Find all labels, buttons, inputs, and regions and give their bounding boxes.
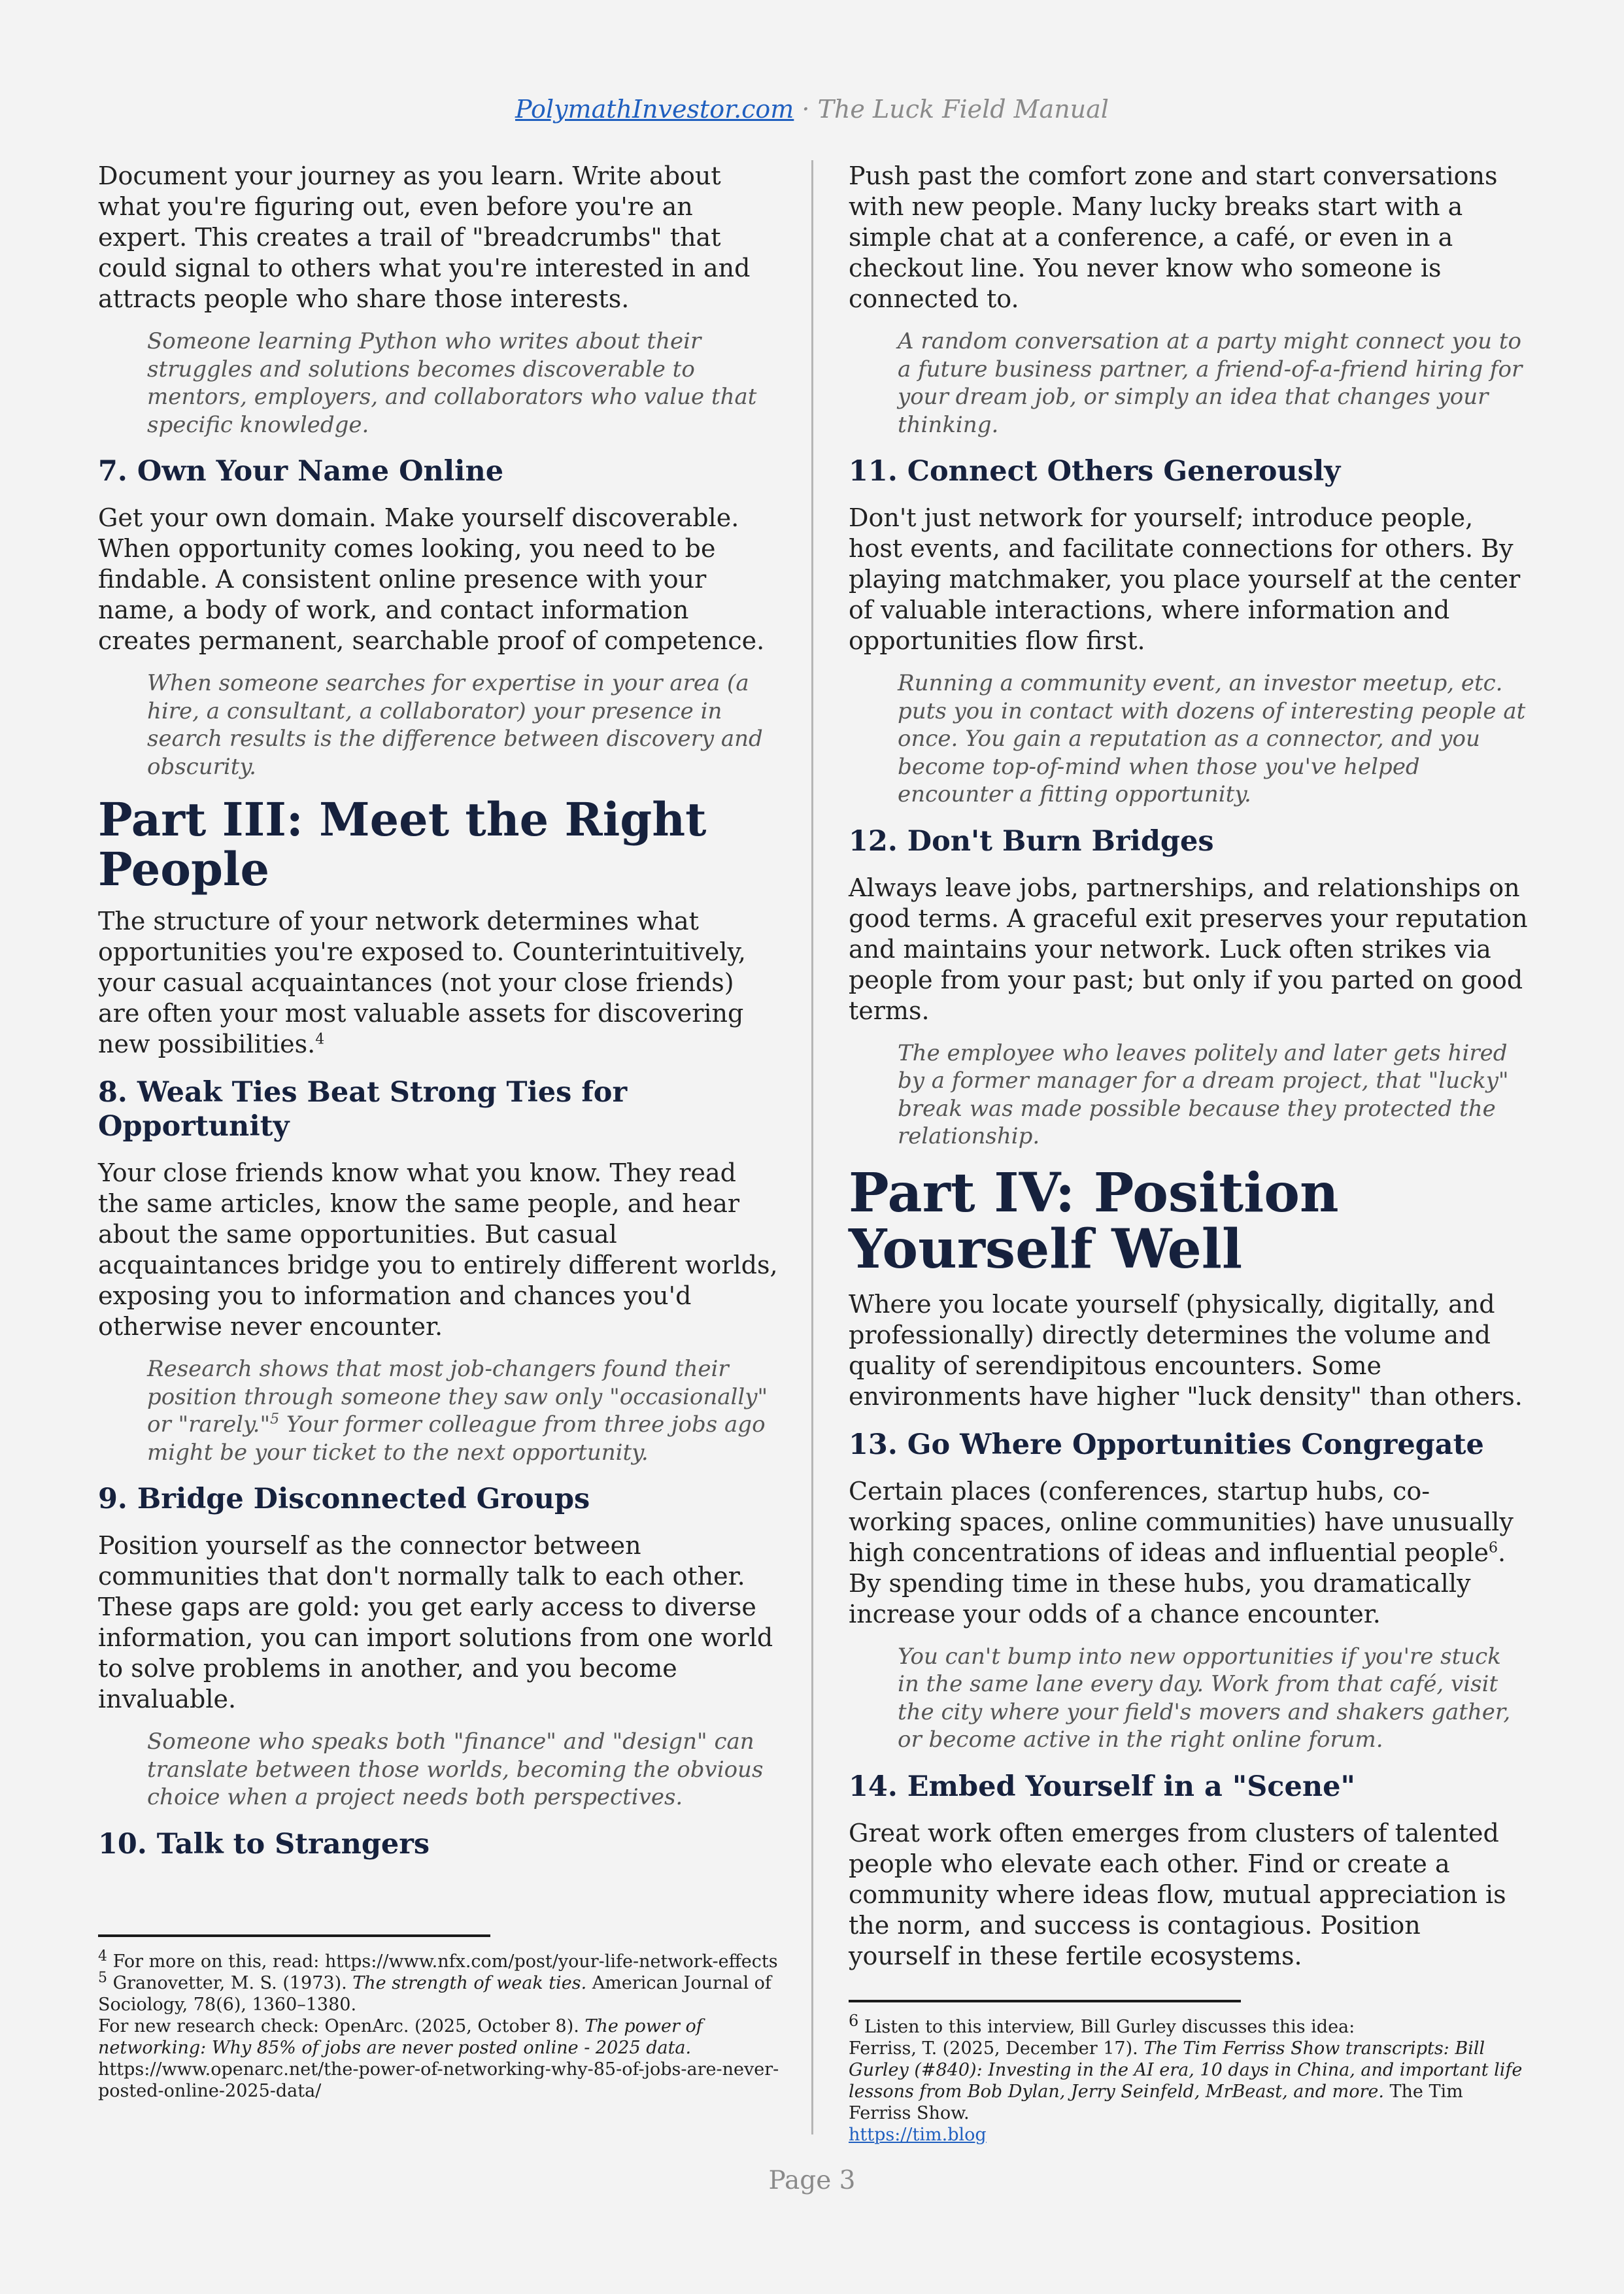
- paragraph: Your close friends know what you know. They read the same articles, know the same people, and hear about the same opportunities. But casual acquaintances bridge you to entirely different worlds, exposing you to information and chances you'd otherwise never encounter.: [98, 1158, 778, 1341]
- footnote-rule: [98, 1934, 490, 1937]
- footnotes-left: [98, 1948, 781, 2102]
- paragraph: Certain places (conferences, startup hubs, co-working spaces, online communities) have unusually high concentrations of ideas and influential people$^6$. By spending time in these hubs, you dramatically increase your odds of a chance encounter.: [849, 1476, 1514, 1628]
- section-heading-13: 13. Go Where Opportunities Congregate: [849, 1428, 1484, 1461]
- footnotes-right: [849, 2012, 1529, 2146]
- footnote-5: $^5$ Granovetter, M. S. (1973). The strength of weak ties. American Journal of Sociology, 78(6), 1360–1380.: [98, 1970, 771, 2015]
- header-title: The Luck Field Manual: [817, 95, 1109, 124]
- section-heading-11: 11. Connect Others Generously: [849, 455, 1341, 488]
- paragraph: Great work often emerges from clusters of talented people who elevate each other. Find or create a community where ideas flow, mutual appreciation is the norm, and success is contagious. Position yourself in these fertile ecosystems.: [849, 1818, 1506, 1970]
- paragraph: Get your own domain. Make yourself discoverable. When opportunity comes looking, you need to be findable. A consistent online presence with your name, a body of work, and contact information creates permanent, searchable proof of competence.: [98, 503, 765, 655]
- section-heading-14: 14. Embed Yourself in a "Scene": [849, 1770, 1355, 1803]
- example-note: Someone learning Python who writes about their struggles and solutions becomes discoverable to mentors, employers, and collaborators who value that specific knowledge.: [147, 328, 757, 438]
- example-note: When someone searches for expertise in your area (a hire, a consultant, a collaborator) your presence in search results is the difference between discovery and obscurity.: [147, 670, 763, 780]
- footnote-extra: For new research check: OpenArc. (2025, October 8). The power of networking: Why 85% of jobs are never posted online - 2025 data. https://www.openarc.net/the-power-of-networking-why-85-of-jobs-are-never-posted-online-2025-data/: [98, 2016, 779, 2101]
- footnote-ref[interactable]: 5: [270, 1411, 280, 1428]
- example-note: Research shows that most job-changers found their position through someone they saw only "occasionally" or "rarely."$^5$ Your former colleague from three jobs ago might be your ticket to the next opportunity.: [147, 1356, 768, 1466]
- paragraph: Always leave jobs, partnerships, and relationships on good terms. A graceful exit preserves your reputation and maintains your network. Luck often strikes via people from your past; but only if you parted on good terms.: [849, 873, 1528, 1025]
- paragraph: Document your journey as you learn. Write about what you're figuring out, even before you're an expert. This creates a trail of "breadcrumbs" that could signal to others what you're interested in and attracts people who share those interests.: [98, 161, 751, 313]
- section-heading-10: 10. Talk to Strangers: [98, 1827, 430, 1861]
- section-heading-12: 12. Don't Burn Bridges: [849, 824, 1214, 858]
- paragraph: Push past the comfort zone and start conversations with new people. Many lucky breaks start with a simple chat at a conference, a café, or even in a checkout line. You never know who someone is connected to.: [849, 161, 1498, 313]
- example-note: Running a community event, an investor meetup, etc. puts you in contact with dozens of interesting people at once. You gain a reputation as a connector, and you become top-of-mind when those you've helped encounter a fitting opportunity.: [898, 670, 1526, 807]
- column-divider: [811, 160, 813, 2134]
- footnote-6: $^6$ Listen to this interview, Bill Gurley discusses this idea:: [849, 2012, 1355, 2037]
- example-note: A random conversation at a party might connect you to a future business partner, a friend-of-a-friend hiring for your dream job, or simply an idea that changes your thinking.: [898, 328, 1523, 438]
- part-heading-4: Part IV: Position Yourself Well: [849, 1161, 1339, 1281]
- example-note: The employee who leaves politely and later gets hired by a former manager for a dream project, that "lucky" break was made possible because they protected the relationship.: [898, 1039, 1509, 1149]
- tim-blog-link[interactable]: https://tim.blog: [849, 2125, 987, 2145]
- running-header: [0, 93, 1624, 125]
- section-heading-7: 7. Own Your Name Online: [98, 455, 504, 488]
- part-heading-3: Part III: Meet the Right People: [98, 792, 707, 896]
- example-note: You can't bump into new opportunities if you're stuck in the same lane every day. Work from that café, visit the city where your field's movers and shakers gather, or become active in the right online forum.: [898, 1643, 1511, 1753]
- paragraph: Where you locate yourself (physically, digitally, and professionally) directly determines the volume and quality of serendipitous encounters. Some environments have higher "luck density" than others.: [849, 1289, 1523, 1411]
- page-number: Page 3: [768, 2166, 856, 2195]
- footnote-ref[interactable]: 4: [315, 1031, 325, 1048]
- footnote-6-citation: Ferriss, T. (2025, December 17). The Tim Ferriss Show transcripts: Bill Gurley (#840): Investing in the AI era, 10 days in China, and important life lessons from Bob Dylan, Jerry Seinfeld, MrBeast, and more. The Tim Ferriss Show. https://tim.blog: [849, 2038, 1523, 2145]
- paragraph: Don't just network for yourself; introduce people, host events, and facilitate connections for others. By playing matchmaker, you place yourself at the center of valuable interactions, where information and opportunities flow first.: [849, 503, 1521, 655]
- paragraph: The structure of your network determines what opportunities you're exposed to. Counterintuitively, your casual acquaintances (not your close friends) are often your most valuable assets for discovering new possibilities.$^4$: [98, 907, 746, 1058]
- left-column: [98, 161, 778, 1876]
- footnote-rule: [849, 2000, 1241, 2002]
- section-heading-9: 9. Bridge Disconnected Groups: [98, 1483, 590, 1515]
- header-separator: ·: [794, 95, 818, 124]
- section-heading-8: 8. Weak Ties Beat Strong Ties for Opportunity: [98, 1076, 628, 1143]
- footnote-url[interactable]: https://www.openarc.net/the-power-of-networking-why-85-of-jobs-are-never-posted-online-2025-data/: [98, 2059, 779, 2101]
- paragraph: Position yourself as the connector between communities that don't normally talk to each other. These gaps are gold: you get early access to diverse information, you can import solutions from one world to solve problems in another, and you become invaluable.: [98, 1531, 773, 1713]
- footnote-ref[interactable]: 6: [1488, 1539, 1498, 1556]
- example-note: Someone who speaks both "finance" and "design" can translate between those worlds, becoming the obvious choice when a project needs both perspectives.: [147, 1729, 764, 1810]
- footnote-4: $^4$ For more on this, read: https://www.nfx.com/post/your-life-network-effects: [98, 1948, 778, 1972]
- right-column: [849, 161, 1529, 1972]
- site-link[interactable]: PolymathInvestor.com: [515, 95, 794, 124]
